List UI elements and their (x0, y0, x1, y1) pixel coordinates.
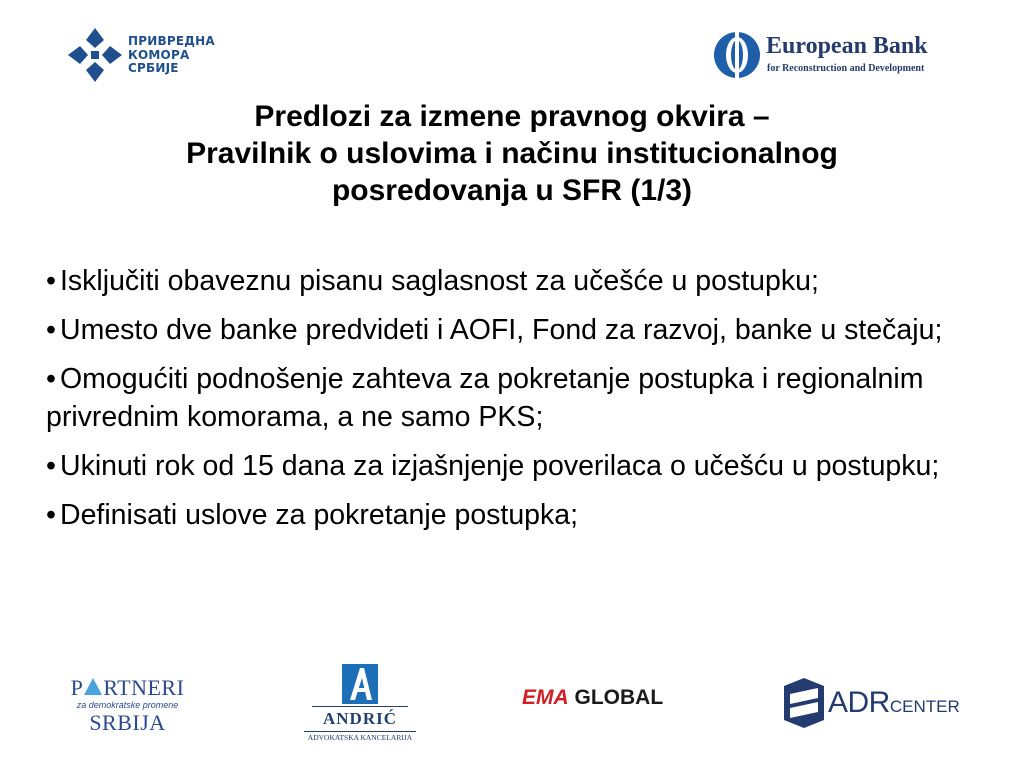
partneri-name: P RTNERI (70, 675, 185, 700)
ebrd-emblem-icon (712, 30, 762, 80)
bullet-list (46, 262, 986, 545)
title-line: posredovanja u SFR (1/3) (331, 174, 693, 207)
andric-subtitle: ADVOKATSKA KANCELARIJA (304, 731, 416, 743)
bullet-item: • Ukinuti rok od 15 dana za izjašnjenje poverilaca o učešću u postupku; (46, 447, 986, 485)
ebrd-name: European Bank (766, 33, 928, 59)
bullet-icon: • (46, 499, 56, 531)
pks-emblem-icon (66, 26, 124, 84)
partneri-country: SRBIJA (89, 710, 166, 735)
bullet-item: • Definisati uslove za pokretanje postupka; (46, 496, 986, 534)
title-line: Predlozi za izmene pravnog okvira – (254, 100, 770, 133)
andric-name: ANDRIĆ (312, 706, 408, 729)
bullet-icon: • (46, 314, 56, 346)
title-line: Pravilnik o uslovima i načinu institucionalnog (186, 137, 838, 170)
adr-center-logo (784, 678, 964, 730)
partneri-srbija-logo (60, 676, 195, 742)
bullet-icon: • (46, 450, 56, 482)
global-text: GLOBAL (574, 686, 664, 709)
andric-logo (300, 664, 420, 750)
partneri-tagline: za demokratske promene (76, 700, 179, 710)
ebrd-logo (712, 30, 972, 82)
adr-emblem-icon (784, 678, 824, 728)
bullet-item: • Isključiti obaveznu pisanu saglasnost za učešće u postupku; (46, 262, 986, 300)
pks-name: ПРИВРЕДНА КОМОРА СРБИЈЕ (128, 34, 215, 75)
triangle-icon (84, 678, 102, 695)
ema-global-logo (522, 686, 663, 710)
bullet-icon: • (46, 265, 56, 297)
slide-title (60, 98, 964, 209)
bullet-item: • Omogućiti podnošenje zahteva za pokretanje postupka i regionalnim privrednim komorama, a ne samo PKS; (46, 360, 986, 436)
ema-text: EMA (522, 686, 569, 709)
bullet-icon: • (46, 363, 56, 395)
ebrd-subtitle: for Reconstruction and Development (767, 63, 925, 74)
bullet-item: • Umesto dve banke predvideti i AOFI, Fond za razvoj, banke u stečaju; (46, 311, 986, 349)
andric-emblem-icon (342, 664, 378, 704)
adr-name: ADRCENTER (828, 686, 960, 719)
pks-logo (66, 26, 236, 84)
